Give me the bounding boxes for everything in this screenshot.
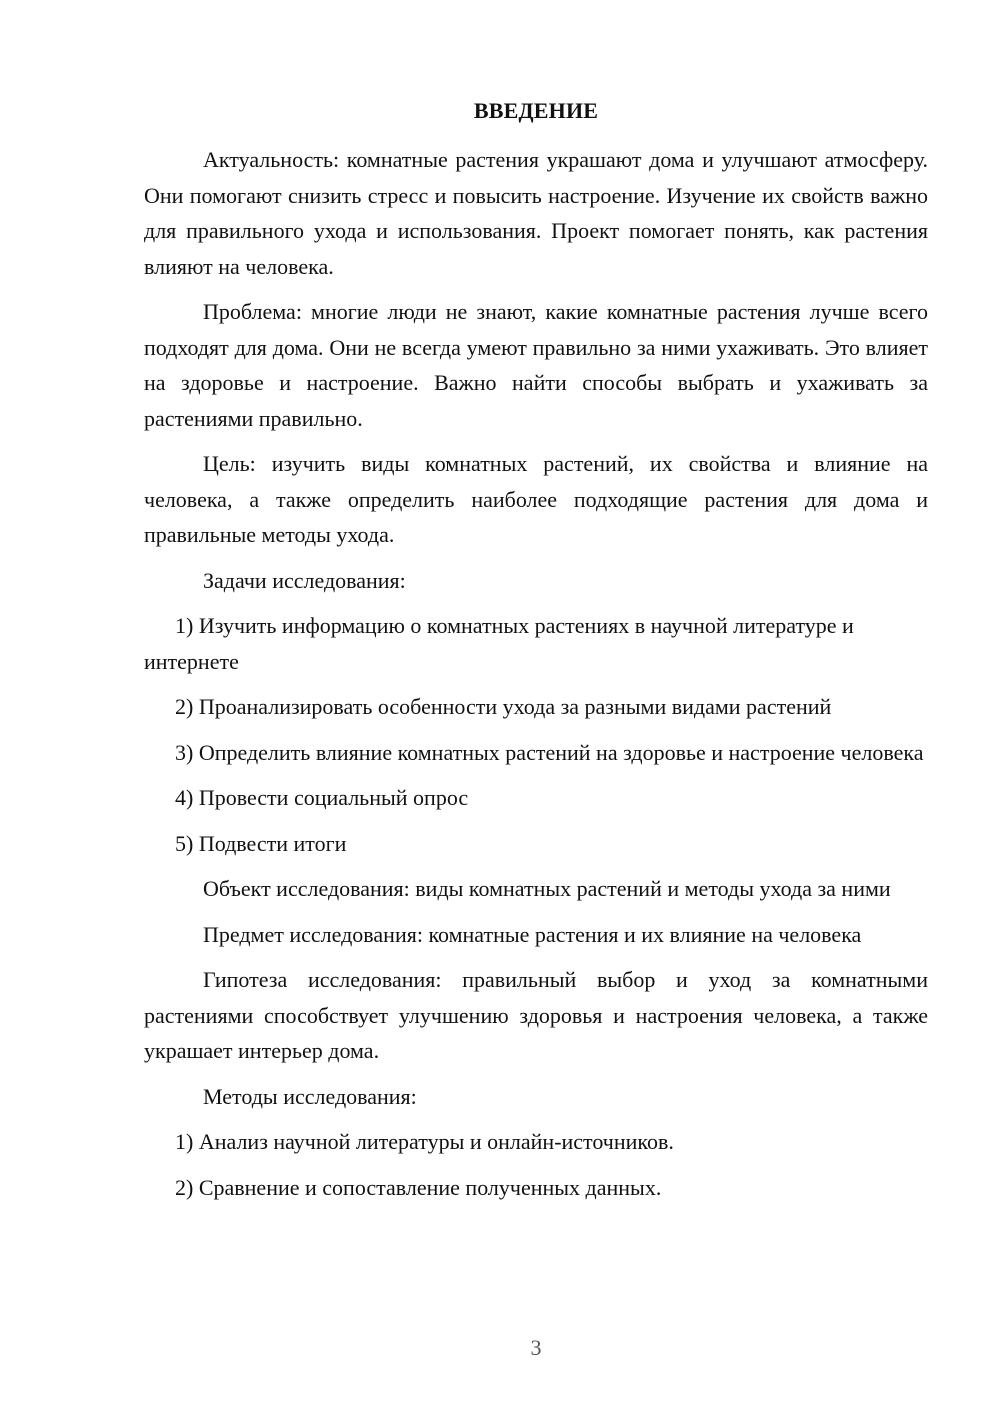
paragraph-goal: Цель: изучить виды комнатных растений, их свойства и влияние на человека, а также определить наиболее подходящие растения для дома и правильные методы ухода. [144, 451, 928, 547]
task-item-4: 4) Провести социальный опрос [175, 785, 469, 810]
method-item-2: 2) Сравнение и сопоставление полученных данных. [175, 1174, 662, 1200]
task-item-1: 1) Изучить информацию о комнатных растениях в научной литературе и интернете [144, 613, 854, 674]
paragraph-relevance: Актуальность: комнатные растения украшают дома и улучшают атмосферу. Они помогают снизить стресс и повысить настроение. Изучение их свойств важно для правильного ухода и использования. Проект помогает понять, как растения влияют на человека. [144, 147, 928, 279]
paragraph-problem: Проблема: многие люди не знают, какие комнатные растения лучше всего подходят для дома. Они не всегда умеют правильно за ними ухаживать. Это влияет на здоровье и настроение. Важно найти способы выбрать и ухаживать за растениями правильно. [144, 299, 928, 431]
method-item-1: 1) Анализ научной литературы и онлайн-источников. [175, 1129, 674, 1154]
task-item-2: 2) Проанализировать особенности ухода за разными видами растений [175, 694, 832, 719]
section-title: ВВЕДЕНИЕ [473, 98, 599, 123]
paragraph-hypothesis: Гипотеза исследования: правильный выбор и уход за комнатными растениями способствует улучшению здоровья и настроения человека, а также украшает интерьер дома. [144, 967, 928, 1063]
task-item-5: 5) Подвести итоги [175, 830, 347, 856]
paragraph-object: Объект исследования: виды комнатных растений и методы ухода за ними [203, 876, 891, 901]
paragraph-subject: Предмет исследования: комнатные растения и их влияние на человека [203, 921, 862, 947]
task-item-3: 3) Определить влияние комнатных растений на здоровье и настроение человека [175, 739, 924, 765]
paragraph-tasks-heading: Задачи исследования: [203, 567, 406, 593]
paragraph-methods-heading: Методы исследования: [203, 1083, 417, 1109]
document-body [144, 142, 928, 1215]
page-number: 3 [530, 1335, 542, 1360]
